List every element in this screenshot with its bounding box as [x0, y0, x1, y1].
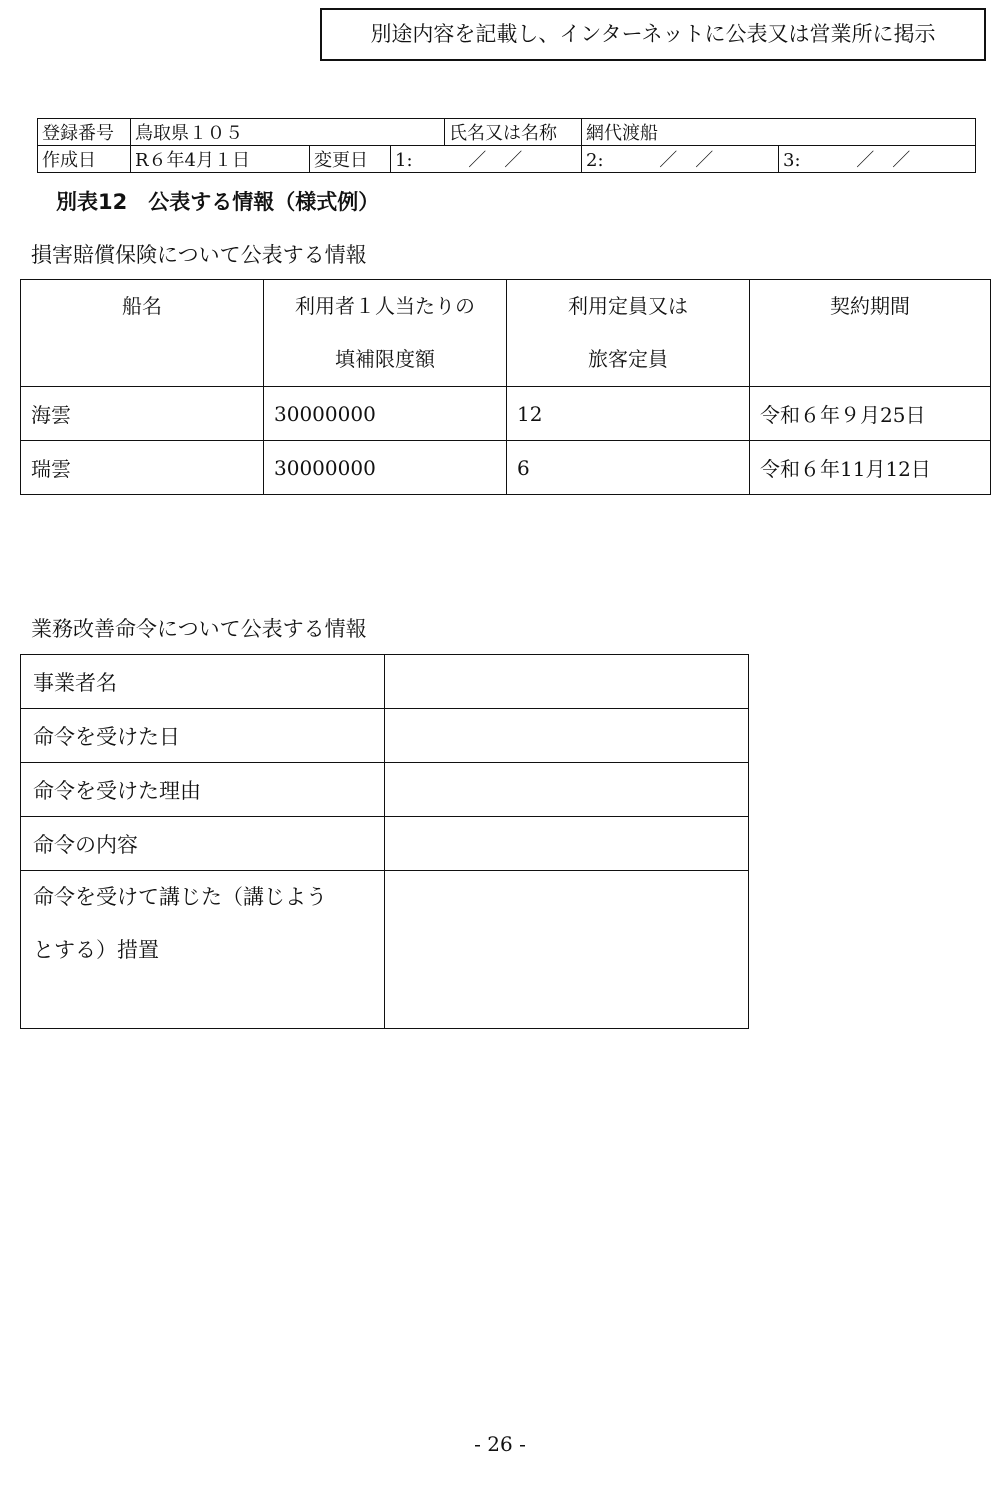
- registration-number-value: 鳥取県１０５: [131, 119, 445, 146]
- changed-date-label: 変更日: [310, 146, 391, 173]
- contract-period-cell: 令和６年９月25日: [750, 387, 991, 441]
- table-row: [21, 655, 749, 709]
- contract-period-cell: 令和６年11月12日: [750, 441, 991, 495]
- column-header-ship-name: 船名: [21, 280, 264, 387]
- page-number: - 26 -: [474, 1432, 526, 1456]
- order-label-measures: 命令を受けて講じた（講じよう とする）措置: [21, 871, 385, 1029]
- insurance-header-row: [21, 280, 991, 387]
- coverage-limit-cell: 30000000: [264, 387, 507, 441]
- registration-number-label: 登録番号: [38, 119, 131, 146]
- table-row: [21, 763, 749, 817]
- page-title: 別表12 公表する情報（様式例）: [56, 190, 380, 214]
- ship-name-cell: 海雲: [21, 387, 264, 441]
- order-value-measures: [385, 871, 749, 1029]
- column-header-capacity: 利用定員又は 旅客定員: [507, 280, 750, 387]
- table-row: [21, 441, 991, 495]
- name-label: 氏名又は名称: [445, 119, 582, 146]
- table-row: [21, 387, 991, 441]
- coverage-limit-cell: 30000000: [264, 441, 507, 495]
- change-slot-3: [779, 146, 976, 173]
- created-date-label: 作成日: [38, 146, 131, 173]
- capacity-cell: 12: [507, 387, 750, 441]
- order-label-content: 命令の内容: [21, 817, 385, 871]
- change-slot-3-slashes: ／ ／: [856, 150, 911, 171]
- order-label-reason: 命令を受けた理由: [21, 763, 385, 817]
- column-header-contract-period: 契約期間: [750, 280, 991, 387]
- change-slot-2-slashes: ／ ／: [659, 150, 714, 171]
- order-value-date: [385, 709, 749, 763]
- order-label-business-name: 事業者名: [21, 655, 385, 709]
- change-slot-1-slashes: ／ ／: [468, 150, 523, 171]
- registration-table: [37, 118, 976, 173]
- change-slot-3-label: 3:: [783, 150, 801, 171]
- ship-name-cell: 瑞雲: [21, 441, 264, 495]
- change-slot-1-label: 1:: [395, 150, 413, 171]
- change-slot-1: [391, 146, 582, 173]
- column-header-coverage-limit: 利用者１人当たりの 填補限度額: [264, 280, 507, 387]
- order-value-content: [385, 817, 749, 871]
- table-row: [21, 871, 749, 1029]
- order-value-reason: [385, 763, 749, 817]
- table-row: [21, 709, 749, 763]
- orders-table: [20, 654, 749, 1029]
- capacity-cell: 6: [507, 441, 750, 495]
- insurance-section-heading: 損害賠償保険について公表する情報: [31, 243, 367, 267]
- orders-section-heading: 業務改善命令について公表する情報: [31, 617, 367, 641]
- created-date-value: R６年4月１日: [131, 146, 310, 173]
- order-value-business-name: [385, 655, 749, 709]
- publication-notice-box: 別途内容を記載し、インターネットに公表又は営業所に掲示: [320, 8, 986, 61]
- table-row: [21, 817, 749, 871]
- name-value: 網代渡船: [582, 119, 976, 146]
- change-slot-2: [582, 146, 779, 173]
- insurance-table: [20, 279, 991, 495]
- change-slot-2-label: 2:: [586, 150, 604, 171]
- order-label-date: 命令を受けた日: [21, 709, 385, 763]
